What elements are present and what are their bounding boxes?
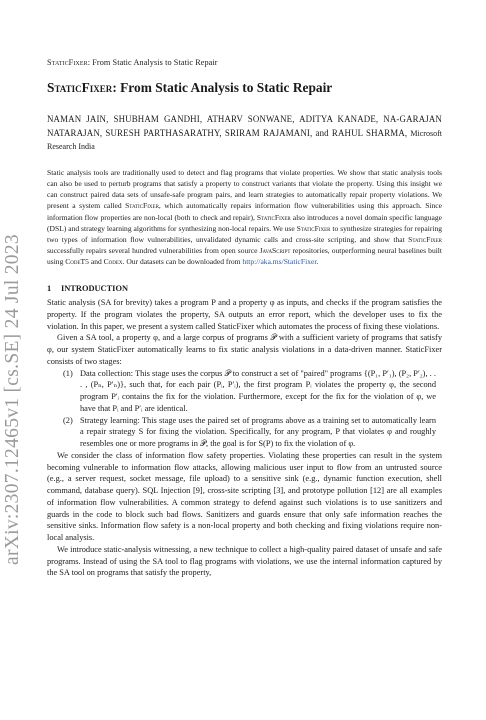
list-item-text: Strategy learning: This stage uses the paired set of programs above as a training set to automatically learn a repair strategy S for fixing the violation. Specifically, for any program, P that violates φ and roughly resembles one or more programs in 𝒫, the goal is for S(P) to fix the violation of φ.	[80, 415, 436, 448]
abstract-text: also introduces a novel domain specific language (DSL) and strategy learning algorithms for synthesizing non-local repairs. We use	[47, 212, 442, 233]
title-system-name: StaticFixer	[47, 80, 113, 95]
abstract-system-name: StaticFixer	[256, 212, 291, 222]
paragraph: Static analysis (SA for brevity) takes a program P and a property φ as inputs, and checks if the program satisfies the property. If the program violates the property, SA outputs an error report, which the developer uses to fix the violation. In this paper, we present a system called StaticFixer which automates the process of fixing these violations.	[47, 298, 442, 331]
abstract-text: .	[316, 257, 319, 267]
arxiv-identifier: arXiv:2307.12465v1 [cs.SE] 24 Jul 2023	[2, 234, 23, 565]
paper-title	[47, 80, 332, 96]
list-item	[47, 415, 442, 450]
list-marker: (2)	[63, 415, 73, 425]
running-head-system-name: StaticFixer	[47, 58, 88, 67]
dataset-link[interactable]: http://aka.ms/StaticFixer	[242, 257, 317, 267]
abstract-codex: Codex	[103, 257, 123, 267]
running-head	[47, 58, 218, 67]
abstract-text: , which automatically repairs information flow vulnerabilities using this approach. Since information flow properties are non-local (both to check and repair),	[47, 201, 442, 222]
author-affiliation: Microsoft Research India	[47, 128, 442, 152]
body-text	[47, 297, 442, 579]
abstract-system-name: StaticFixer	[408, 234, 442, 244]
running-head-rest: : From Static Analysis to Static Repair	[87, 58, 218, 67]
abstract-javascript: JavaScript	[259, 246, 291, 256]
section-title: INTRODUCTION	[61, 284, 129, 293]
list-marker: (1)	[63, 368, 73, 378]
abstract-codet5: CodeT5	[65, 257, 89, 267]
abstract-text: Static analysis tools are traditionally used to detect and flag programs that violate properties. We show that static analysis tools can also be used to perturb programs that satisfy a property to construct variants that violate the property. Using this insight we can construct paired data sets of unsafe-safe program pairs, and learn strategies to automatically repair property violations. We present a system called	[47, 168, 442, 211]
abstract-text: repositories, outperforming neural baselines built using	[47, 246, 443, 267]
author-names: NAMAN JAIN, SHUBHAM GANDHI, ATHARV SONWANE, ADITYA KANADE, NA-GARAJAN NATARAJAN, SURESH PARTHASARATHY, SRIRAM RAJAMANI, and RAHUL SHARMA,	[47, 114, 442, 138]
abstract-text: and	[88, 257, 104, 267]
abstract-text: successfully repairs several hundred vulnerabilities from open source	[47, 246, 260, 256]
list-item-text: Data collection: This stage uses the corpus 𝒫 to construct a set of "paired" programs {(P₁, P′₁), (P₂, P′₂), . . . , (Pₙ, P′ₙ)}, such that, for each pair (Pᵢ, P′ᵢ), the first program Pᵢ violates the property φ, the second program P′ᵢ contains the fix for the violation. Furthermore, except for the fix for the violation of φ, we have that Pᵢ and P′ᵢ are identical.	[80, 368, 436, 413]
paragraph: We consider the class of information flow safety properties. Violating these properties can result in the system becoming vulnerable to information flow attacks, allowing malicious user input to flow from an untrusted source (e.g., a server request, socket message, file upload) to a sensitive sink (e.g., dynamic function execution, shell command, database query). SQL Injection [9], cross-site scripting [3], and prototype pollution [12] are all examples of information flow vulnerabilities. A common strategy to defend against such violations is to use sanitizers and guards in the code to block such bad flows. Sanitizers and guards ensure that only safe information reaches the sensitive sinks. Information flow safety is a non-local property and both checking and fixing violations require non-local analysis.	[47, 450, 442, 542]
abstract-text: . Our datasets can be downloaded from	[122, 257, 243, 267]
abstract-system-name: StaticFixer	[125, 201, 159, 211]
paragraph: Given a SA tool, a property φ, and a large corpus of programs 𝒫 with a sufficient variety of programs that satisfy φ, our system StaticFixer automatically learns to fix static analysis violations in a data-driven manner. StaticFixer consists of two stages:	[47, 333, 442, 366]
abstract-text: to synthesize strategies for repairing two types of information flow vulnerabilities, unvalidated dynamic calls and cross-site scripting, and show that	[47, 223, 443, 244]
abstract	[47, 167, 442, 267]
paragraph: We introduce static-analysis witnessing, a new technique to collect a high-quality paired dataset of unsafe and safe programs. Instead of using the SA tool to flag programs with violations, we use the internal information captured by the SA tool on programs that satisfy the property,	[47, 544, 442, 578]
author-block	[47, 113, 442, 154]
section-number: 1	[47, 284, 52, 293]
list-item	[47, 368, 442, 415]
abstract-system-name: StaticFixer	[296, 223, 331, 233]
title-rest: : From Static Analysis to Static Repair	[112, 80, 333, 95]
section-heading	[47, 284, 128, 293]
stage-list	[47, 368, 442, 450]
